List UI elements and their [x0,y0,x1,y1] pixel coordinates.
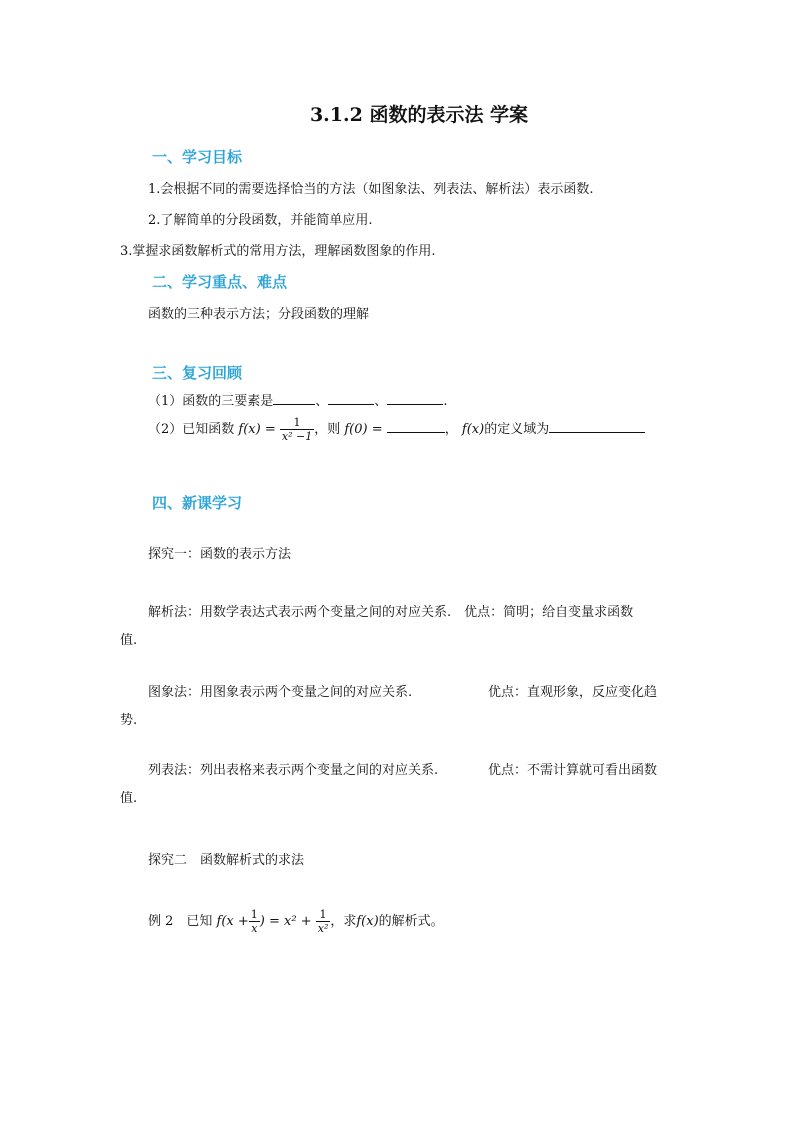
graph-method-line1: 图象法：用图象表示两个变量之间的对应关系. [148,685,413,700]
answer-blank-f0[interactable] [387,420,445,433]
answer-blank-domain[interactable] [549,420,645,433]
q2-prefix: （2）已知函数 [148,422,235,437]
q2-f0: f(0) = [344,422,383,437]
example-numerator-1: 1 [250,908,258,921]
list-method-line2: 值. [120,791,138,806]
example-tail-2: 的解析式。 [378,914,444,929]
q2-denominator: x² −1 [281,430,313,443]
q1-sep-1: 、 [315,394,329,409]
example-fx: f(x) [356,914,379,929]
example-2 [148,908,444,935]
q1-end: . [443,394,448,409]
answer-blank-2[interactable] [328,392,374,405]
example-numerator-2: 1 [316,908,331,922]
example-denominator-2: x² [317,922,329,935]
q2-mid: ，则 [314,422,341,437]
q2-suffix: 的定义域为 [484,422,550,437]
section-heading-keypoints: 二、学习重点、难点 [152,273,288,291]
example-lhs-b: ) = x² + [259,914,312,929]
review-question-1 [148,390,447,409]
q2-function: f(x) = [238,422,276,437]
page-title: 3.1.2 函数的表示法 学案 [309,104,529,126]
explore-1-title: 探究一：函数的表示方法 [148,547,292,562]
q2-fx: f(x) [461,422,485,437]
goal-item-1: 1.会根据不同的需要选择恰当的方法（如图象法、列表法、解析法）表示函数. [148,182,594,197]
q2-comma: ， [444,422,458,437]
example-denominator-1: x [251,922,258,935]
example-label: 例 2 已知 [148,914,213,929]
list-method-line1: 列表法：列出表格来表示两个变量之间的对应关系. [148,763,439,778]
section-heading-review: 三、复习回顾 [152,364,243,382]
analytic-method-line2: 值. [120,633,138,648]
example-tail-1: ，求 [330,914,357,929]
q2-numerator: 1 [280,416,314,430]
q2-fraction [280,416,314,443]
example-fraction-1 [249,908,260,935]
analytic-method-line1: 解析法：用数学表达式表示两个变量之间的对应关系. 优点：简明；给自变量求函数 [148,605,634,620]
example-fraction-2 [316,908,331,935]
review-question-2 [148,416,645,443]
keypoints-text: 函数的三种表示方法；分段函数的理解 [148,307,370,322]
goal-item-3: 3.掌握求函数解析式的常用方法，理解函数图象的作用. [120,244,436,259]
section-heading-goals: 一、学习目标 [152,148,243,166]
example-lhs-a: f(x + [216,914,249,929]
answer-blank-3[interactable] [387,392,443,405]
answer-blank-1[interactable] [273,392,315,405]
section-heading-newlesson: 四、新课学习 [152,494,243,512]
list-method-advantage: 优点：不需计算就可看出函数 [488,763,658,778]
q1-prefix: （1）函数的三要素是 [148,394,274,409]
q1-sep-2: 、 [374,394,388,409]
graph-method-advantage: 优点：直观形象，反应变化趋 [488,685,658,700]
goal-item-2: 2.了解简单的分段函数，并能简单应用. [148,213,373,228]
explore-2-title: 探究二 函数解析式的求法 [148,853,305,868]
graph-method-line2: 势. [120,713,138,728]
